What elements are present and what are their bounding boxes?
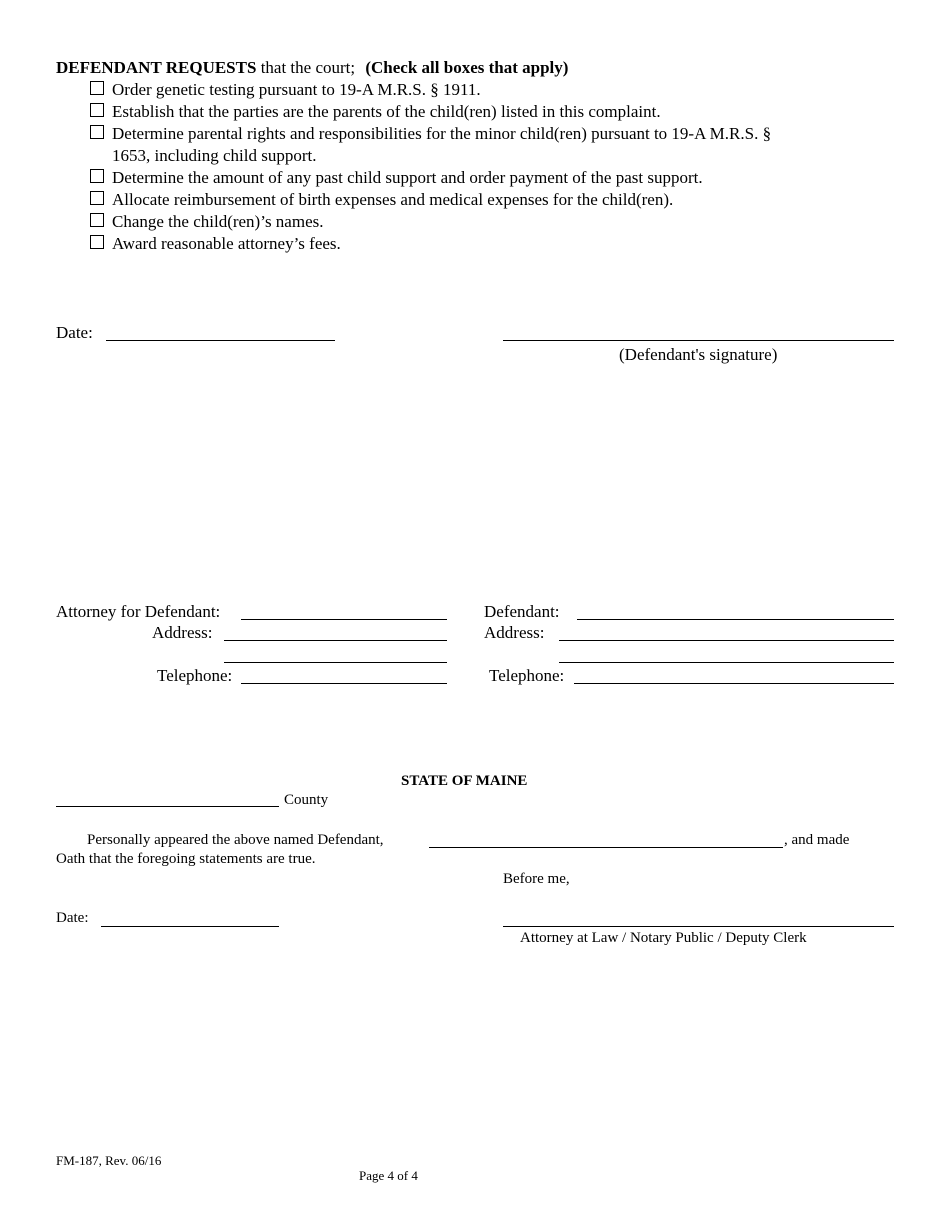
oath-date-line[interactable]: [101, 926, 279, 927]
attorney-telephone-label: Telephone:: [157, 666, 233, 685]
county-label: County: [284, 792, 329, 808]
defendant-address-line-1[interactable]: [559, 640, 894, 641]
before-me-text: Before me,: [503, 871, 570, 887]
attorney-label: Attorney for Defendant:: [56, 602, 221, 621]
request-item-label: Award reasonable attorney’s fees.: [112, 234, 341, 253]
official-signature-line[interactable]: [503, 926, 894, 927]
and-made-text: , and made: [784, 832, 850, 848]
defendant-signature-caption: (Defendant's signature): [619, 345, 778, 364]
request-checkbox[interactable]: [90, 81, 104, 95]
request-item-label: Change the child(ren)’s names.: [112, 212, 324, 231]
oath-date-label: Date:: [56, 910, 89, 926]
request-checkbox[interactable]: [90, 213, 104, 227]
appeared-text: Personally appeared the above named Defendant,: [87, 832, 384, 848]
requests-heading: [56, 57, 568, 79]
request-item-label-continued: 1653, including child support.: [112, 146, 317, 165]
attorney-address-label: Address:: [152, 623, 213, 642]
request-item-label: Allocate reimbursement of birth expenses and medical expenses for the child(ren).: [112, 190, 674, 209]
defendant-address-label: Address:: [484, 623, 545, 642]
official-caption: Attorney at Law / Notary Public / Deputy Clerk: [520, 930, 807, 946]
request-item-label: Determine the amount of any past child support and order payment of the past support.: [112, 168, 703, 187]
request-checkbox[interactable]: [90, 169, 104, 183]
defendant-name-line[interactable]: [577, 619, 894, 620]
attorney-name-line[interactable]: [241, 619, 447, 620]
request-checkbox[interactable]: [90, 191, 104, 205]
page-number: Page 4 of 4: [359, 1168, 418, 1183]
oath-text: Oath that the foregoing statements are true.: [56, 851, 316, 867]
state-heading: [401, 772, 527, 791]
requests-instruction: (Check all boxes that apply): [365, 58, 569, 77]
defendant-telephone-label: Telephone:: [489, 666, 565, 685]
signature-date-line[interactable]: [106, 340, 335, 341]
appeared-defendant-line[interactable]: [429, 847, 783, 848]
defendant-telephone-line[interactable]: [574, 683, 894, 684]
state-heading-text: STATE OF MAINE: [401, 773, 528, 789]
requests-heading-bold: DEFENDANT REQUESTS: [56, 58, 257, 77]
requests-heading-tail: that the court;: [256, 58, 356, 77]
request-checkbox[interactable]: [90, 125, 104, 139]
request-checkbox[interactable]: [90, 235, 104, 249]
defendant-signature-line[interactable]: [503, 340, 894, 341]
request-item-label: Order genetic testing pursuant to 19-A M.R.S. § 1911.: [112, 80, 481, 99]
signature-date-label: Date:: [56, 323, 93, 342]
defendant-address-line-2[interactable]: [559, 662, 894, 663]
request-checkbox[interactable]: [90, 103, 104, 117]
form-id: FM-187, Rev. 06/16: [56, 1153, 162, 1168]
attorney-address-line-1[interactable]: [224, 640, 447, 641]
county-line[interactable]: [56, 806, 279, 807]
request-item-label: Determine parental rights and responsibilities for the minor child(ren) pursuant to 19-A M.R.S. §: [112, 124, 772, 143]
defendant-label: Defendant:: [484, 602, 560, 621]
attorney-telephone-line[interactable]: [241, 683, 447, 684]
request-item-label: Establish that the parties are the parents of the child(ren) listed in this complaint.: [112, 102, 661, 121]
attorney-address-line-2[interactable]: [224, 662, 447, 663]
